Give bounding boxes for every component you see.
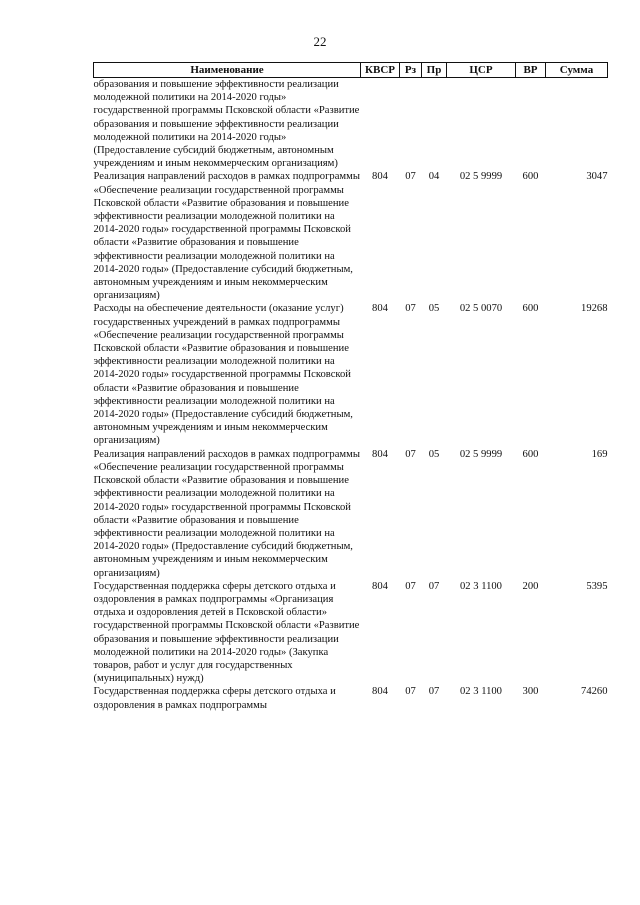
- row-sum: 169: [591, 448, 608, 460]
- row-rz: 07: [405, 448, 416, 460]
- column-header-pr: Пр: [422, 63, 447, 78]
- table-row: [94, 302, 608, 447]
- row-pr: 05: [428, 448, 440, 460]
- row-name: Государственная поддержка сферы детского отдыха и оздоровления в рамках подпрограммы «Организация отдыха и оздоровления детей в Псковской области» государственной программы Псковской области «Развитие образования и повышение эффективности реализации молодежной политики на 2014-2020 годы» (Закупка товаров, работ и услуг для государственных (муниципальных) нужд): [93, 580, 360, 685]
- row-vr: 300: [522, 686, 539, 698]
- row-pr: 04: [428, 171, 440, 183]
- row-name: Расходы на обеспечение деятельности (оказание услуг) государственных учреждений в рамках подпрограммы «Обеспечение реализации государственной программы Псковской области «Развитие образования и повышение эффективности реализации молодежной политики на 2014-2020 годы» государственной программы Псковской области «Развитие образования и повышение эффективности реализации молодежной политики на 2014-2020 годы» (Предоставление субсидий бюджетным, автономным учреждениям и иным некоммерческим организациям): [93, 303, 353, 447]
- row-csr: 02 3 1100: [460, 686, 502, 698]
- column-header-vr: ВР: [516, 63, 546, 78]
- row-pr: 05: [428, 303, 440, 315]
- row-name: Государственная поддержка сферы детского отдыха и оздоровления в рамках подпрограммы: [93, 686, 336, 711]
- row-csr: 02 3 1100: [460, 580, 502, 592]
- row-pr: [422, 78, 447, 171]
- row-pr: 07: [428, 686, 440, 698]
- row-sum: 19268: [581, 303, 608, 315]
- row-csr: 02 5 9999: [459, 171, 503, 183]
- column-header-name: Наименование: [94, 63, 361, 78]
- row-sum: [546, 78, 608, 171]
- table-row: [94, 170, 608, 302]
- row-kvsr: [361, 78, 400, 171]
- row-vr: 600: [522, 448, 539, 460]
- column-header-sum: Сумма: [546, 63, 608, 78]
- table-row: [94, 448, 608, 580]
- row-sum: 3047: [586, 171, 608, 183]
- row-kvsr: 804: [372, 686, 388, 698]
- row-pr: 07: [428, 580, 440, 592]
- row-name: Реализация направлений расходов в рамках подпрограммы «Обеспечение реализации государственной программы Псковской области «Развитие образования и повышение эффективности реализации молодежной политики на 2014-2020 годы» государственной программы Псковской области «Развитие образования и повышение эффективности реализации молодежной политики на 2014-2020 годы» (Предоставление субсидий бюджетным, автономным учреждениям и иным некоммерческим организациям): [93, 448, 360, 579]
- table-header-row: [94, 63, 608, 78]
- page-number: 22: [313, 34, 327, 49]
- table-row: [94, 580, 608, 686]
- row-vr: 600: [522, 303, 539, 315]
- row-sum: 5395: [586, 580, 608, 592]
- row-rz: 07: [405, 686, 416, 698]
- budget-table: [93, 62, 608, 712]
- row-rz: [400, 78, 422, 171]
- row-rz: 07: [405, 303, 416, 315]
- column-header-rz: Рз: [400, 63, 422, 78]
- row-kvsr: 804: [372, 171, 388, 183]
- row-name: Реализация направлений расходов в рамках подпрограммы «Обеспечение реализации государственной программы Псковской области «Развитие образования и повышение эффективности реализации молодежной политики на 2014-2020 годы» государственной программы Псковской области «Развитие образования и повышение эффективности реализации молодежной политики на 2014-2020 годы» (Предоставление субсидий бюджетным, автономным учреждениям и иным некоммерческим организациям): [93, 171, 360, 302]
- row-csr: 02 5 9999: [459, 448, 503, 460]
- row-rz: 07: [405, 171, 416, 183]
- row-name: образования и повышение эффективности реализации молодежной политики на 2014-2020 годы» государственной программы Псковской области «Развитие образования и повышение эффективности реализации молодежной политики на 2014-2020 годы» (Предоставление субсидий бюджетным, автономным учреждениям и иным некоммерческим организациям): [93, 79, 360, 170]
- row-kvsr: 804: [372, 580, 388, 592]
- row-vr: [516, 78, 546, 171]
- row-csr: [447, 78, 516, 171]
- row-csr: 02 5 0070: [459, 303, 503, 315]
- row-vr: 600: [522, 171, 539, 183]
- table-row: [94, 685, 608, 711]
- row-kvsr: 804: [372, 303, 388, 315]
- table-row: [94, 78, 608, 171]
- row-rz: 07: [405, 580, 416, 592]
- row-kvsr: 804: [372, 448, 388, 460]
- column-header-csr: ЦСР: [447, 63, 516, 78]
- row-sum: 74260: [581, 686, 608, 698]
- row-vr: 200: [522, 580, 539, 592]
- column-header-kvsr: КВСР: [361, 63, 400, 78]
